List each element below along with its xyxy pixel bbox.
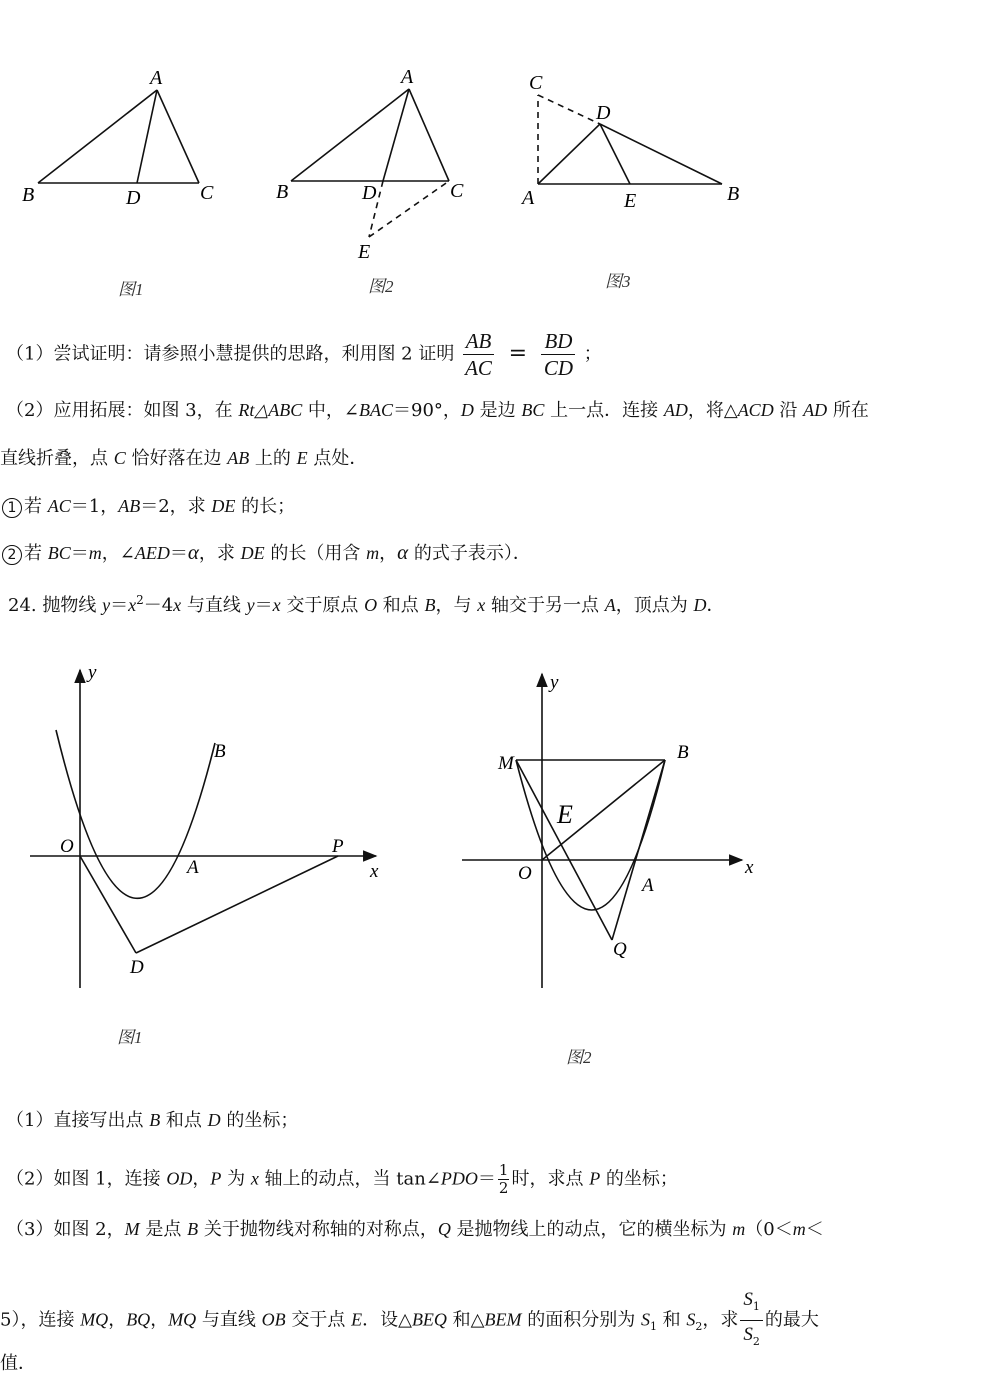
fig1-label-C: C [200, 182, 214, 204]
fig24-1-label-y: y [88, 662, 97, 683]
q23-part2-line1: （2）应用拓展：如图 3，在 Rt△ABC 中，∠BAC＝90°，D 是边 BC 上一点．连接 AD，将△ACD 沿 AD 所在 [6, 400, 869, 421]
q23-part1: （1）尝试证明：请参照小慧提供的思路，利用图 2 证明 $\frac{AB}{AC}$ = $\frac{BD}{CD}$ ； [6, 329, 602, 380]
fig24-1-label-B: B [214, 741, 226, 762]
fig1-label-D: D [126, 187, 141, 209]
q24-part3-line2: 5），连接 MQ，BQ，MQ 与直线 OB 交于点 E．设△BEQ 和△BEM 的面积分别为 $S_1$ 和 $S_2$，求 $\frac{S_1}{S_2}$ 的最大 [0, 1286, 819, 1355]
fig3-caption: 图3 [605, 272, 631, 291]
fig24-2-label-Q: Q [613, 939, 627, 960]
fig24-2-label-E: E [557, 800, 573, 829]
fig24-1-label-P: P [332, 836, 344, 857]
fraction-s1-s2: $\frac{S_1}{S_2}$ [740, 1286, 763, 1355]
fig24-2-label-M: M [498, 753, 514, 774]
fig2-caption: 图2 [368, 277, 394, 296]
fraction-bd-cd: $\frac{BD}{CD}$ [541, 328, 576, 381]
fig24-2-label-x: x [745, 857, 754, 878]
q23-sub1: 1 若 AC＝1，AB＝2，求 DE 的长； [2, 494, 295, 519]
figure-3 [538, 95, 722, 184]
fig24-1-caption: 图1 [117, 1028, 143, 1047]
fraction-ab-ac: $\frac{AB}{AC}$ [462, 328, 495, 381]
fig2-label-C: C [450, 180, 464, 202]
q23-sub2: 2 若 BC＝m，∠AED＝α，求 DE 的长（用含 m，α 的式子表示）． [2, 540, 531, 566]
q24-part2: （2）如图 1，连接 OD，P 为 x 轴上的动点，当 tan∠PDO＝ $\frac{1}{2}$ 时，求点 P 的坐标； [6, 1161, 678, 1197]
parabola-figures [0, 650, 800, 1080]
circled-number-2: 2 [2, 545, 22, 565]
fig2-label-E: E [358, 241, 371, 263]
geometry-figures [0, 55, 760, 305]
fig24-2-label-O: O [518, 863, 532, 884]
fig24-1-label-A: A [187, 857, 199, 878]
q24-part1: （1）直接写出点 B 和点 D 的坐标； [6, 1110, 299, 1131]
q23-part2-line2: 直线折叠，点 C 恰好落在边 AB 上的 E 点处． [0, 448, 368, 469]
q24-figure-1 [30, 670, 376, 988]
fig24-1-label-O: O [60, 836, 74, 857]
fig24-2-caption: 图2 [566, 1048, 592, 1067]
fig24-2-label-A: A [642, 875, 654, 896]
q24-part3-line1: （3）如图 2，M 是点 B 关于抛物线对称轴的对称点，Q 是抛物线上的动点，它的横坐标为 m（0＜m＜ [6, 1219, 824, 1240]
q24-figure-2 [462, 674, 742, 988]
fig24-2-label-y: y [550, 672, 559, 693]
fig24-1-label-D: D [130, 957, 144, 978]
fig3-label-D: D [596, 102, 611, 124]
q24-part3-line3: 值． [0, 1353, 36, 1374]
fig24-1-label-x: x [370, 861, 379, 882]
fig1-label-B: B [22, 184, 35, 206]
fig3-label-A: A [522, 187, 535, 209]
fig2-label-A: A [401, 66, 414, 88]
fig24-2-label-B: B [677, 742, 689, 763]
fig2-label-B: B [276, 181, 289, 203]
figure-1 [38, 90, 199, 183]
fig3-label-E: E [624, 190, 637, 212]
q24-intro: 24. 抛物线 $y=x^2-4x$ 与直线 y＝x 交于原点 O 和点 B，与 x 轴交于另一点 A，顶点为 D． [8, 593, 725, 616]
fig3-label-C: C [529, 72, 543, 94]
circled-number-1: 1 [2, 498, 22, 518]
fraction-one-half: $\frac{1}{2}$ [498, 1161, 509, 1197]
fig1-caption: 图1 [118, 280, 144, 299]
figure-2 [291, 89, 449, 237]
fig3-label-B: B [727, 183, 740, 205]
fig2-label-D: D [362, 182, 377, 204]
fig1-label-A: A [150, 67, 163, 89]
